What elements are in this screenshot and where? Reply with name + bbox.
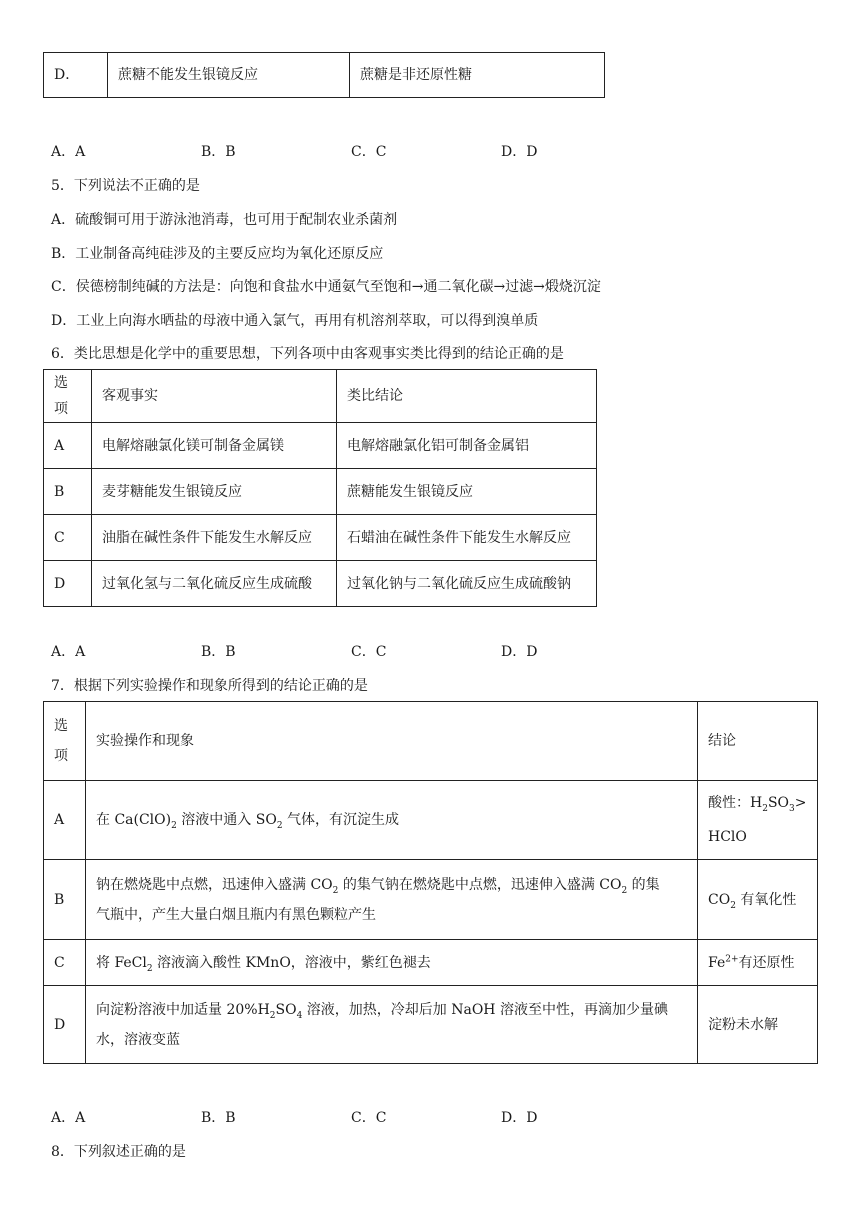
conclusion-cell: 石蜡油在碱性条件下能发生水解反应 — [337, 515, 597, 561]
table-row — [44, 781, 818, 860]
header-fact: 客观事实 — [92, 370, 337, 423]
operation-cell: 将 FeCl$_2$ 溶液滴入酸性 KMnO，溶液中，紫红色褪去 — [86, 940, 698, 986]
table-row — [44, 423, 597, 469]
choice-b: B．B — [201, 644, 236, 660]
table-row — [44, 53, 605, 98]
q6-answer-choices — [51, 641, 651, 661]
option-cell: D — [44, 986, 86, 1064]
table-header-row — [44, 370, 597, 423]
q5-option-a: A．硫酸铜可用于游泳池消毒，也可用于配制农业杀菌剂 — [51, 212, 398, 228]
choice-d: D．D — [501, 144, 538, 160]
conclusion-cell: $CO_2$ 有氧化性 — [698, 860, 818, 940]
choice-d: D．D — [501, 1110, 538, 1126]
choice-c: C．C — [351, 144, 387, 160]
choice-a: A．A — [51, 1110, 86, 1126]
fact-cell: 蔗糖不能发生银镜反应 — [108, 53, 350, 98]
q6-table — [43, 369, 597, 607]
header-operation: 实验操作和现象 — [86, 702, 698, 781]
choice-c: C．C — [351, 1110, 387, 1126]
header-option: 选项 — [44, 370, 92, 423]
option-cell: A — [44, 781, 86, 860]
operation-cell: 向淀粉溶液中加适量 $20\%H_2SO_4$ 溶液，加热，冷却后加 NaOH 溶液至中性，再滴加少量碘 水，溶液变蓝 — [86, 986, 698, 1064]
conclusion-cell: 淀粉未水解 — [698, 986, 818, 1064]
option-cell: C — [44, 940, 86, 986]
table-row — [44, 469, 597, 515]
choice-b: B．B — [201, 1110, 236, 1126]
q5-option-c: C．侯德榜制纯碱的方法是：向饱和食盐水中通氨气至饱和→通二氧化碳→过滤→煅烧沉淀 — [51, 279, 601, 295]
table-row — [44, 860, 818, 940]
q4-answer-choices — [51, 141, 651, 161]
table-row — [44, 515, 597, 561]
choice-c: C．C — [351, 644, 387, 660]
conclusion-cell: 蔗糖能发生银镜反应 — [337, 469, 597, 515]
option-cell: A — [44, 423, 92, 469]
header-option: 选 项 — [44, 702, 86, 781]
choice-b: B．B — [201, 144, 236, 160]
conclusion-cell: 电解熔融氯化铝可制备金属铝 — [337, 423, 597, 469]
table-row — [44, 940, 818, 986]
option-cell: B — [44, 860, 86, 940]
q7-answer-choices — [51, 1107, 651, 1127]
choice-a: A．A — [51, 144, 86, 160]
q5-option-d: D．工业上向海水晒盐的母液中通入氯气，再用有机溶剂萃取，可以得到溴单质 — [51, 313, 539, 329]
header-conclusion: 结论 — [698, 702, 818, 781]
operation-cell: 在 $Ca(ClO)_2$ 溶液中通入 $SO_2$ 气体，有沉淀生成 — [86, 781, 698, 860]
fact-cell: 电解熔融氯化镁可制备金属镁 — [92, 423, 337, 469]
table-row — [44, 986, 818, 1064]
q6-stem: 6．类比思想是化学中的重要思想，下列各项中由客观事实类比得到的结论正确的是 — [51, 346, 564, 362]
header-conclusion: 类比结论 — [337, 370, 597, 423]
conclusion-cell: 过氧化钠与二氧化硫反应生成硫酸钠 — [337, 561, 597, 607]
option-cell: D． — [44, 53, 108, 98]
fact-cell: 油脂在碱性条件下能发生水解反应 — [92, 515, 337, 561]
option-cell: B — [44, 469, 92, 515]
q5-option-b: B．工业制备高纯硅涉及的主要反应均为氧化还原反应 — [51, 246, 384, 262]
q4-table-fragment — [43, 52, 605, 98]
q7-stem: 7．根据下列实验操作和现象所得到的结论正确的是 — [51, 678, 368, 694]
table-header-row — [44, 702, 818, 781]
choice-d: D．D — [501, 644, 538, 660]
conclusion-cell: $Fe^{2+}$有还原性 — [698, 940, 818, 986]
operation-cell: 钠在燃烧匙中点燃，迅速伸入盛满 $CO_2$ 的集气钠在燃烧匙中点燃，迅速伸入盛满 $CO_2$ 的集 气瓶中，产生大量白烟且瓶内有黑色颗粒产生 — [86, 860, 698, 940]
q5-stem: 5．下列说法不正确的是 — [51, 178, 200, 194]
fact-cell: 麦芽糖能发生银镜反应 — [92, 469, 337, 515]
choice-a: A．A — [51, 644, 86, 660]
option-cell: C — [44, 515, 92, 561]
conclusion-cell: 蔗糖是非还原性糖 — [350, 53, 605, 98]
table-row — [44, 561, 597, 607]
conclusion-cell: 酸性：$H_2SO_3>$ HClO — [698, 781, 818, 860]
q7-table — [43, 701, 818, 1064]
q8-stem: 8．下列叙述正确的是 — [51, 1144, 186, 1160]
fact-cell: 过氧化氢与二氧化硫反应生成硫酸 — [92, 561, 337, 607]
option-cell: D — [44, 561, 92, 607]
